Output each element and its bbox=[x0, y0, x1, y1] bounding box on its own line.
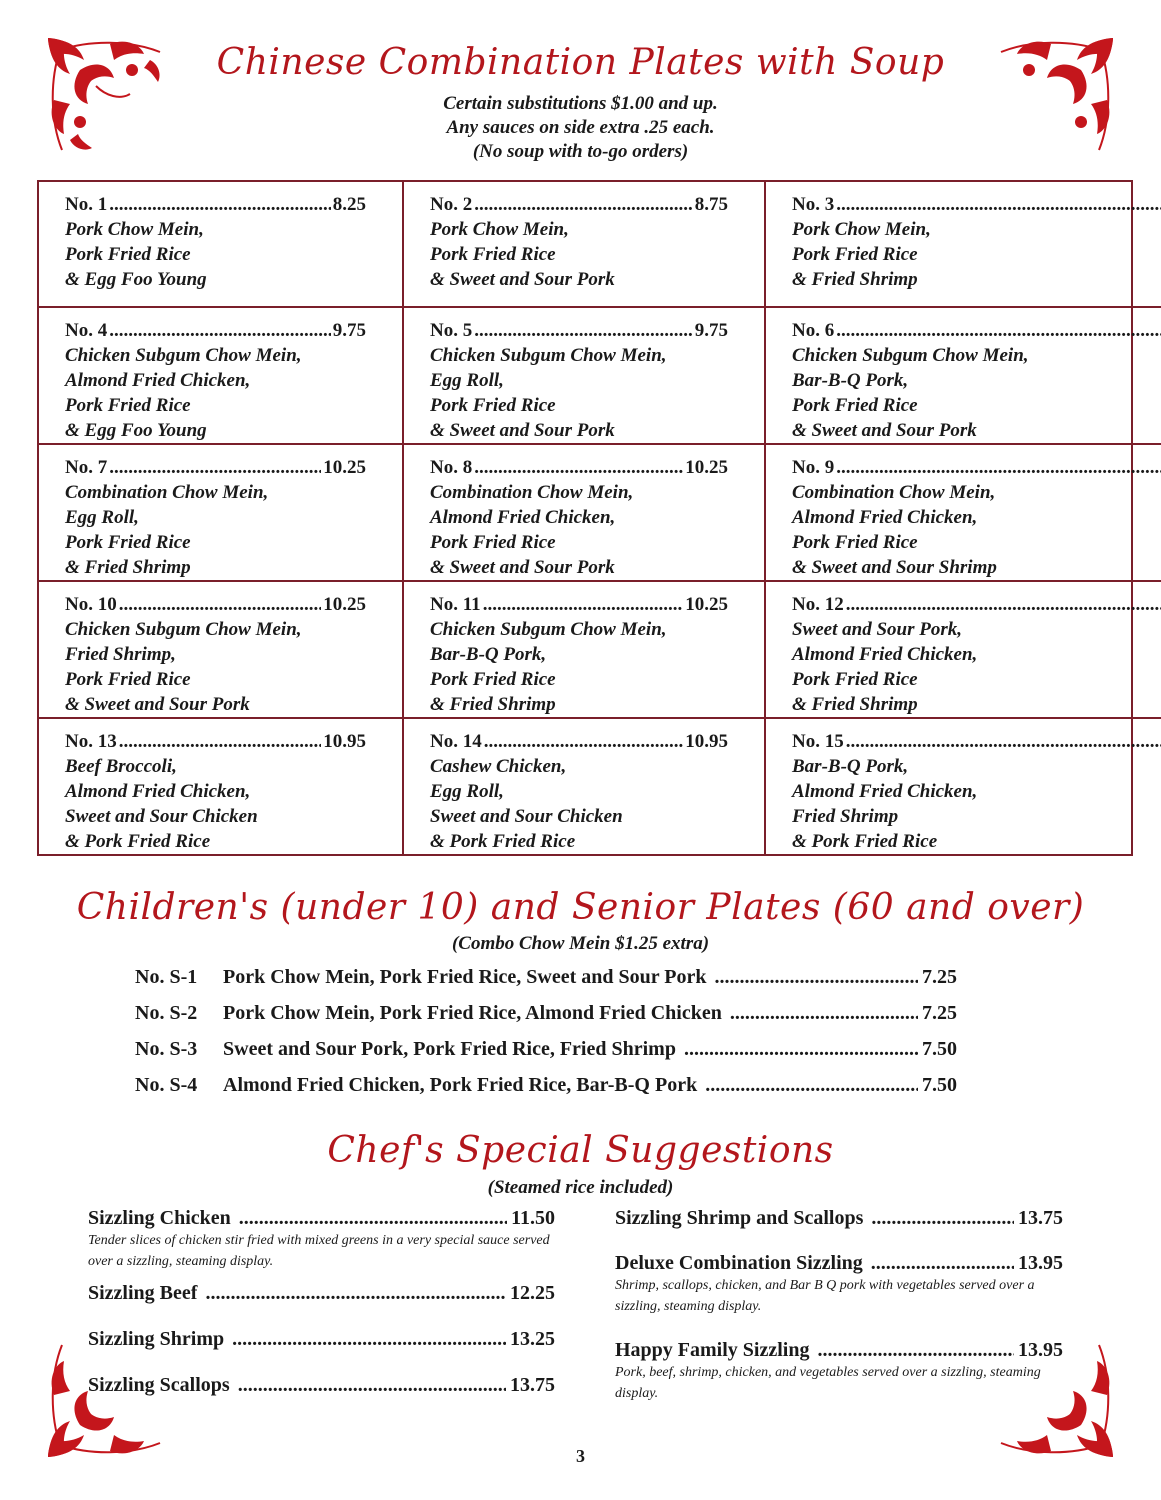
chef-note: (Steamed rice included) bbox=[487, 1177, 674, 1198]
combo-note: Certain substitutions $1.00 and up. bbox=[443, 93, 718, 114]
page-number: 3 bbox=[576, 1446, 585, 1466]
kids-senior-list bbox=[135, 966, 957, 1110]
kids-senior-row bbox=[135, 1038, 957, 1074]
kids-senior-note: (Combo Chow Mein $1.25 extra) bbox=[451, 933, 710, 954]
combo-plate-item: Almond Fried Chicken, bbox=[792, 644, 978, 665]
combo-plate-price: 10.95 bbox=[323, 731, 366, 752]
combo-plate-item: Sweet and Sour Chicken bbox=[65, 806, 258, 827]
chef-special-item bbox=[88, 1207, 555, 1272]
combo-plate bbox=[766, 582, 1161, 719]
dot-leader bbox=[238, 1374, 506, 1397]
kids-senior-code: No. S-1 bbox=[135, 966, 198, 988]
combo-plate-number: No. 7 bbox=[65, 457, 108, 478]
chef-special-price: 13.25 bbox=[510, 1328, 555, 1350]
kids-senior-row bbox=[135, 966, 957, 1002]
combo-plate-price: 9.75 bbox=[694, 320, 728, 341]
combo-plate-item: Pork Fried Rice bbox=[65, 395, 191, 416]
combo-plate-header bbox=[65, 592, 388, 617]
chef-special-item bbox=[615, 1207, 1063, 1230]
chef-special-name: Sizzling Shrimp bbox=[88, 1328, 225, 1350]
combo-plate-number: No. 11 bbox=[430, 594, 481, 615]
combo-plate-items bbox=[430, 480, 750, 580]
combo-plate-item: Chicken Subgum Chow Mein, bbox=[430, 619, 667, 640]
combo-plate-item: Sweet and Sour Chicken bbox=[430, 806, 623, 827]
chef-special-item bbox=[88, 1374, 555, 1410]
dot-leader bbox=[109, 455, 321, 480]
combo-plate-item: & Sweet and Sour Pork bbox=[792, 420, 977, 441]
chef-special-row bbox=[88, 1374, 555, 1397]
combo-plate-item: & Sweet and Sour Pork bbox=[65, 694, 250, 715]
combo-plate-price: 10.25 bbox=[685, 457, 728, 478]
dot-leader bbox=[119, 592, 322, 617]
combo-plate-item: Sweet and Sour Pork, bbox=[792, 619, 962, 640]
combo-plate-price: 8.25 bbox=[332, 194, 366, 215]
combo-plate bbox=[39, 308, 404, 445]
combo-plate bbox=[766, 719, 1161, 854]
combo-plate-header bbox=[430, 455, 750, 480]
combo-plate-items bbox=[792, 217, 1161, 292]
chef-special-price: 12.25 bbox=[510, 1282, 555, 1304]
combo-plate-price: 8.75 bbox=[694, 194, 728, 215]
kids-senior-description: Pork Chow Mein, Pork Fried Rice, Sweet and Sour Pork bbox=[223, 966, 707, 988]
dot-leader bbox=[232, 1328, 506, 1351]
combo-plate bbox=[404, 719, 766, 854]
combo-plate-items bbox=[430, 343, 750, 443]
dot-leader bbox=[109, 318, 331, 343]
combo-plate bbox=[39, 719, 404, 854]
dot-leader bbox=[474, 455, 683, 480]
chef-special-row bbox=[88, 1207, 555, 1230]
dot-leader bbox=[239, 1207, 507, 1230]
combo-plate-item: Egg Roll, bbox=[65, 507, 139, 528]
dot-leader bbox=[474, 192, 693, 217]
combo-plate-header bbox=[65, 455, 388, 480]
combo-plate-item: Almond Fried Chicken, bbox=[792, 781, 978, 802]
dot-leader bbox=[705, 1074, 918, 1097]
chef-special-name: Deluxe Combination Sizzling bbox=[615, 1252, 863, 1274]
combo-plate-header bbox=[430, 592, 750, 617]
combo-plate-price: 10.95 bbox=[685, 731, 728, 752]
combo-plate-item: Combination Chow Mein, bbox=[65, 482, 269, 503]
combo-plate-header bbox=[792, 318, 1161, 343]
chef-special-name: Sizzling Scallops bbox=[88, 1374, 230, 1396]
dot-leader bbox=[109, 192, 331, 217]
dot-leader bbox=[484, 729, 684, 754]
combo-plate-item: Combination Chow Mein, bbox=[430, 482, 634, 503]
combo-plate-price: 9.75 bbox=[332, 320, 366, 341]
chef-special-item bbox=[615, 1339, 1063, 1404]
chef-special-price: 13.75 bbox=[1018, 1207, 1063, 1229]
combo-plate-items bbox=[430, 217, 750, 292]
combo-plates-table bbox=[37, 180, 1133, 856]
combo-plate-item: Almond Fried Chicken, bbox=[65, 781, 251, 802]
combo-plate bbox=[766, 308, 1161, 445]
combo-plate-item: Pork Fried Rice bbox=[430, 395, 556, 416]
dot-leader bbox=[205, 1282, 506, 1305]
combo-plate-item: & Fried Shrimp bbox=[65, 557, 191, 578]
chef-special-name: Sizzling Chicken bbox=[88, 1207, 231, 1229]
combo-plate-header bbox=[792, 192, 1161, 217]
combo-plate bbox=[39, 445, 404, 582]
combo-plate-item: Pork Fried Rice bbox=[65, 532, 191, 553]
combo-plate-item: Pork Fried Rice bbox=[792, 532, 918, 553]
chef-special-description: Tender slices of chicken stir fried with mixed greens in a very special sauce served over a sizzling, steaming display. bbox=[88, 1233, 550, 1269]
combo-plate bbox=[39, 582, 404, 719]
combo-plate-item: & Sweet and Sour Shrimp bbox=[792, 557, 997, 578]
combo-plate-number: No. 9 bbox=[792, 457, 835, 478]
dot-leader bbox=[846, 592, 1161, 617]
combo-plate-items bbox=[792, 480, 1161, 580]
combo-plate-header bbox=[792, 592, 1161, 617]
combo-plate-items bbox=[65, 480, 388, 580]
combo-plate-item: & Fried Shrimp bbox=[792, 269, 918, 290]
combo-plate-item: Chicken Subgum Chow Mein, bbox=[430, 345, 667, 366]
combo-plate-items bbox=[65, 217, 388, 292]
combo-plate-item: Almond Fried Chicken, bbox=[430, 507, 616, 528]
kids-senior-description: Sweet and Sour Pork, Pork Fried Rice, Fried Shrimp bbox=[223, 1038, 676, 1060]
combo-plate-item: Pork Fried Rice bbox=[430, 669, 556, 690]
combo-plate-item: & Egg Foo Young bbox=[65, 269, 207, 290]
dot-leader bbox=[836, 455, 1161, 480]
combo-plate bbox=[404, 308, 766, 445]
kids-senior-price: 7.25 bbox=[922, 966, 957, 988]
combo-plate-number: No. 10 bbox=[65, 594, 117, 615]
dot-leader bbox=[715, 966, 919, 989]
kids-senior-row bbox=[135, 1074, 957, 1110]
kids-senior-description: Almond Fried Chicken, Pork Fried Rice, Bar-B-Q Pork bbox=[223, 1074, 698, 1096]
combo-plate bbox=[766, 445, 1161, 582]
combo-plate-item: Pork Fried Rice bbox=[792, 244, 918, 265]
dot-leader bbox=[871, 1207, 1014, 1230]
combo-notes bbox=[0, 92, 1161, 164]
chef-section-title: Chef's Special Suggestions bbox=[327, 1130, 834, 1171]
combo-plate-item: Beef Broccoli, bbox=[65, 756, 177, 777]
chef-special-description: Shrimp, scallops, chicken, and Bar B Q pork with vegetables served over a sizzling, steaming display. bbox=[615, 1278, 1035, 1314]
combo-section-title: Chinese Combination Plates with Soup bbox=[216, 42, 945, 83]
chef-special-price: 13.95 bbox=[1018, 1252, 1063, 1274]
kids-senior-row bbox=[135, 1002, 957, 1038]
chef-special-name: Happy Family Sizzling bbox=[615, 1339, 810, 1361]
kids-senior-price: 7.50 bbox=[922, 1074, 957, 1096]
chef-special-row bbox=[615, 1339, 1063, 1362]
combo-plate-items bbox=[430, 617, 750, 717]
combo-note: Any sauces on side extra .25 each. bbox=[446, 117, 715, 138]
dot-leader bbox=[871, 1252, 1014, 1275]
dot-leader bbox=[836, 192, 1161, 217]
combo-plate-items bbox=[792, 343, 1161, 443]
kids-senior-section-title: Children's (under 10) and Senior Plates (60 and over) bbox=[76, 887, 1085, 928]
chef-special-name: Sizzling Beef bbox=[88, 1282, 198, 1304]
kids-senior-code: No. S-3 bbox=[135, 1038, 198, 1060]
dot-leader bbox=[474, 318, 693, 343]
chef-special-item bbox=[88, 1328, 555, 1364]
combo-plate-item: & Sweet and Sour Pork bbox=[430, 269, 615, 290]
combo-plate-header bbox=[792, 729, 1161, 754]
combo-plate-item: Bar-B-Q Pork, bbox=[792, 756, 909, 777]
kids-senior-code: No. S-2 bbox=[135, 1002, 198, 1024]
kids-senior-price: 7.50 bbox=[922, 1038, 957, 1060]
combo-plate-number: No. 14 bbox=[430, 731, 482, 752]
dot-leader bbox=[483, 592, 684, 617]
combo-plate-item: & Pork Fried Rice bbox=[430, 831, 576, 852]
chef-special-description: Pork, beef, shrimp, chicken, and vegetables served over a sizzling, steaming display. bbox=[615, 1365, 1041, 1401]
combo-plate-item: Pork Chow Mein, bbox=[792, 219, 931, 240]
dot-leader bbox=[817, 1339, 1014, 1362]
combo-plate-items bbox=[65, 617, 388, 717]
combo-plate-item: Almond Fried Chicken, bbox=[792, 507, 978, 528]
combo-plate-item: Chicken Subgum Chow Mein, bbox=[65, 619, 302, 640]
combo-plate-item: & Pork Fried Rice bbox=[65, 831, 211, 852]
combo-plate-number: No. 6 bbox=[792, 320, 835, 341]
combo-plate-header bbox=[792, 455, 1161, 480]
combo-plate-number: No. 8 bbox=[430, 457, 473, 478]
chef-special-row bbox=[88, 1328, 555, 1351]
combo-plate-item: & Egg Foo Young bbox=[65, 420, 207, 441]
combo-plate-number: No. 1 bbox=[65, 194, 108, 215]
combo-plate-item: Egg Roll, bbox=[430, 370, 504, 391]
combo-plate-item: Pork Chow Mein, bbox=[65, 219, 204, 240]
chef-special-price: 13.75 bbox=[510, 1374, 555, 1396]
combo-plate-item: & Fried Shrimp bbox=[792, 694, 918, 715]
combo-plate bbox=[404, 582, 766, 719]
combo-plate-item: Chicken Subgum Chow Mein, bbox=[792, 345, 1029, 366]
dot-leader bbox=[846, 729, 1161, 754]
combo-plate-item: Bar-B-Q Pork, bbox=[792, 370, 909, 391]
combo-plate-header bbox=[430, 318, 750, 343]
kids-senior-description: Pork Chow Mein, Pork Fried Rice, Almond Fried Chicken bbox=[223, 1002, 722, 1024]
combo-plate-item: Fried Shrimp bbox=[792, 806, 899, 827]
combo-plate-price: 10.25 bbox=[685, 594, 728, 615]
combo-plate-number: No. 3 bbox=[792, 194, 835, 215]
kids-senior-price: 7.25 bbox=[922, 1002, 957, 1024]
combo-plate bbox=[766, 182, 1161, 308]
combo-plate-item: Bar-B-Q Pork, bbox=[430, 644, 547, 665]
combo-plate-item: Pork Fried Rice bbox=[430, 532, 556, 553]
combo-plate-item: Pork Fried Rice bbox=[65, 669, 191, 690]
combo-plate-number: No. 4 bbox=[65, 320, 108, 341]
combo-plate bbox=[404, 445, 766, 582]
combo-plate-header bbox=[65, 729, 388, 754]
combo-plate-items bbox=[792, 617, 1161, 717]
combo-plate-item: & Pork Fried Rice bbox=[792, 831, 938, 852]
combo-plate-item: Pork Fried Rice bbox=[792, 669, 918, 690]
chef-special-row bbox=[615, 1207, 1063, 1230]
chef-special-row bbox=[88, 1282, 555, 1305]
combo-plate-items bbox=[65, 343, 388, 443]
chef-special-name: Sizzling Shrimp and Scallops bbox=[615, 1207, 864, 1229]
combo-plate-header bbox=[65, 318, 388, 343]
combo-plate-number: No. 2 bbox=[430, 194, 473, 215]
chef-special-item bbox=[88, 1282, 555, 1318]
combo-plate-number: No. 5 bbox=[430, 320, 473, 341]
chef-special-price: 11.50 bbox=[511, 1207, 555, 1229]
dot-leader bbox=[836, 318, 1161, 343]
combo-plate-item: Pork Fried Rice bbox=[792, 395, 918, 416]
chef-special-row bbox=[615, 1252, 1063, 1275]
combo-plate-header bbox=[430, 192, 750, 217]
combo-plate-items bbox=[65, 754, 388, 854]
combo-plate-price: 10.25 bbox=[323, 594, 366, 615]
dot-leader bbox=[730, 1002, 918, 1025]
combo-note: (No soup with to-go orders) bbox=[472, 141, 689, 162]
combo-plate-number: No. 12 bbox=[792, 594, 844, 615]
chef-special-price: 13.95 bbox=[1018, 1339, 1063, 1361]
combo-plate-item: & Sweet and Sour Pork bbox=[430, 420, 615, 441]
combo-plate-number: No. 13 bbox=[65, 731, 117, 752]
combo-plate-item: Almond Fried Chicken, bbox=[65, 370, 251, 391]
dot-leader bbox=[684, 1038, 918, 1061]
combo-plate-item: Egg Roll, bbox=[430, 781, 504, 802]
combo-plate-item: Combination Chow Mein, bbox=[792, 482, 996, 503]
combo-plate-header bbox=[65, 192, 388, 217]
combo-plate-item: Cashew Chicken, bbox=[430, 756, 567, 777]
kids-senior-code: No. S-4 bbox=[135, 1074, 198, 1096]
dot-leader bbox=[119, 729, 322, 754]
combo-plate-items bbox=[792, 754, 1161, 854]
combo-plate-item: Pork Fried Rice bbox=[430, 244, 556, 265]
chef-column-left bbox=[88, 1207, 555, 1420]
combo-plate-item: Fried Shrimp, bbox=[65, 644, 176, 665]
combo-plate-item: Pork Chow Mein, bbox=[430, 219, 569, 240]
combo-plate bbox=[404, 182, 766, 308]
combo-plate-item: Chicken Subgum Chow Mein, bbox=[65, 345, 302, 366]
combo-plate-item: Pork Fried Rice bbox=[65, 244, 191, 265]
chef-special-item bbox=[615, 1252, 1063, 1317]
combo-plate-number: No. 15 bbox=[792, 731, 844, 752]
combo-plate-items bbox=[430, 754, 750, 854]
combo-plate bbox=[39, 182, 404, 308]
chef-column-right bbox=[615, 1207, 1063, 1414]
combo-plate-item: & Sweet and Sour Pork bbox=[430, 557, 615, 578]
combo-plate-price: 10.25 bbox=[323, 457, 366, 478]
combo-plate-item: & Fried Shrimp bbox=[430, 694, 556, 715]
combo-plate-header bbox=[430, 729, 750, 754]
